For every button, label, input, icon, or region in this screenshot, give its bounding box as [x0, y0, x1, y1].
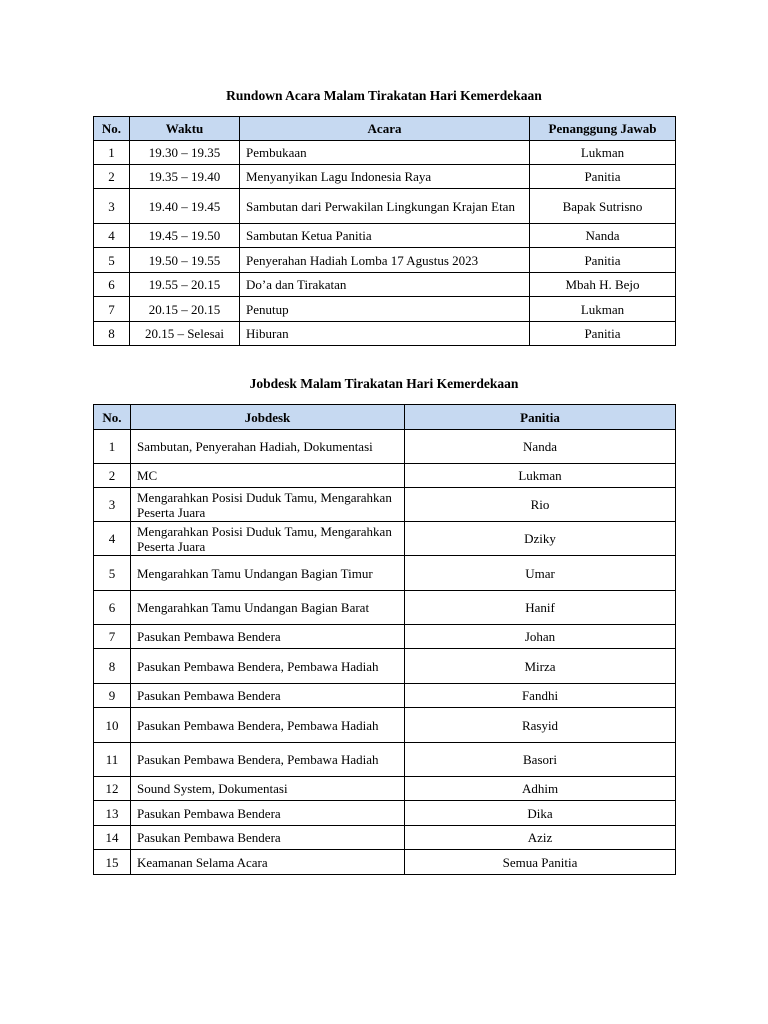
- jobdesk-row: [94, 522, 676, 556]
- rundown-header-no: No.: [94, 117, 130, 141]
- jobdesk-row: [94, 743, 676, 777]
- jobdesk-cell-jobdesk: Mengarahkan Tamu Undangan Bagian Barat: [131, 591, 405, 625]
- rundown-cell-no: 2: [94, 165, 130, 189]
- jobdesk-row: [94, 625, 676, 649]
- jobdesk-cell-jobdesk: Pasukan Pembawa Bendera, Pembawa Hadiah: [131, 743, 405, 777]
- jobdesk-cell-panitia: Lukman: [405, 464, 676, 488]
- jobdesk-cell-panitia: Dziky: [405, 522, 676, 556]
- jobdesk-cell-jobdesk: Pasukan Pembawa Bendera: [131, 625, 405, 649]
- jobdesk-header-no: No.: [94, 405, 131, 430]
- jobdesk-cell-no: 3: [94, 488, 131, 522]
- jobdesk-cell-jobdesk: Mengarahkan Tamu Undangan Bagian Timur: [131, 556, 405, 591]
- rundown-cell-no: 5: [94, 248, 130, 273]
- jobdesk-cell-jobdesk: MC: [131, 464, 405, 488]
- jobdesk-cell-no: 11: [94, 743, 131, 777]
- rundown-cell-waktu: 19.50 – 19.55: [130, 248, 240, 273]
- jobdesk-cell-panitia: Johan: [405, 625, 676, 649]
- rundown-header-acara: Acara: [240, 117, 530, 141]
- rundown-cell-pj: Lukman: [530, 141, 676, 165]
- rundown-cell-acara: Penyerahan Hadiah Lomba 17 Agustus 2023: [240, 248, 530, 273]
- jobdesk-cell-no: 13: [94, 801, 131, 826]
- jobdesk-cell-panitia: Fandhi: [405, 684, 676, 708]
- jobdesk-cell-panitia: Rio: [405, 488, 676, 522]
- jobdesk-row: [94, 777, 676, 801]
- jobdesk-row: [94, 591, 676, 625]
- jobdesk-cell-no: 15: [94, 850, 131, 875]
- rundown-row: [94, 224, 676, 248]
- jobdesk-cell-no: 14: [94, 826, 131, 850]
- rundown-cell-acara: Do’a dan Tirakatan: [240, 273, 530, 297]
- rundown-cell-pj: Lukman: [530, 297, 676, 322]
- jobdesk-table: [93, 404, 676, 875]
- rundown-cell-waktu: 19.30 – 19.35: [130, 141, 240, 165]
- rundown-header-pj: Penanggung Jawab: [530, 117, 676, 141]
- jobdesk-cell-jobdesk: Keamanan Selama Acara: [131, 850, 405, 875]
- jobdesk-cell-no: 5: [94, 556, 131, 591]
- rundown-row: [94, 141, 676, 165]
- jobdesk-cell-panitia: Aziz: [405, 826, 676, 850]
- jobdesk-header-panitia: Panitia: [405, 405, 676, 430]
- rundown-table: [93, 116, 676, 346]
- jobdesk-cell-no: 8: [94, 649, 131, 684]
- jobdesk-cell-no: 4: [94, 522, 131, 556]
- rundown-cell-acara: Sambutan Ketua Panitia: [240, 224, 530, 248]
- rundown-cell-acara: Pembukaan: [240, 141, 530, 165]
- rundown-cell-waktu: 19.45 – 19.50: [130, 224, 240, 248]
- rundown-cell-pj: Mbah H. Bejo: [530, 273, 676, 297]
- rundown-cell-waktu: 19.55 – 20.15: [130, 273, 240, 297]
- jobdesk-cell-panitia: Semua Panitia: [405, 850, 676, 875]
- rundown-cell-no: 6: [94, 273, 130, 297]
- rundown-cell-acara: Hiburan: [240, 322, 530, 346]
- jobdesk-cell-no: 10: [94, 708, 131, 743]
- rundown-cell-no: 7: [94, 297, 130, 322]
- rundown-cell-acara: Menyanyikan Lagu Indonesia Raya: [240, 165, 530, 189]
- jobdesk-title: Jobdesk Malam Tirakatan Hari Kemerdekaan: [249, 376, 519, 391]
- rundown-header-row: [94, 117, 676, 141]
- rundown-cell-pj: Bapak Sutrisno: [530, 189, 676, 224]
- rundown-cell-pj: Panitia: [530, 322, 676, 346]
- rundown-cell-acara: Penutup: [240, 297, 530, 322]
- jobdesk-cell-jobdesk: Mengarahkan Posisi Duduk Tamu, Mengarahkan Peserta Juara: [131, 522, 405, 556]
- rundown-row: [94, 165, 676, 189]
- rundown-row: [94, 273, 676, 297]
- jobdesk-row: [94, 464, 676, 488]
- rundown-cell-pj: Nanda: [530, 224, 676, 248]
- jobdesk-cell-no: 2: [94, 464, 131, 488]
- jobdesk-row: [94, 684, 676, 708]
- jobdesk-cell-no: 6: [94, 591, 131, 625]
- rundown-cell-pj: Panitia: [530, 248, 676, 273]
- jobdesk-cell-no: 7: [94, 625, 131, 649]
- rundown-row: [94, 297, 676, 322]
- jobdesk-cell-panitia: Adhim: [405, 777, 676, 801]
- rundown-header-waktu: Waktu: [130, 117, 240, 141]
- jobdesk-header-jobdesk: Jobdesk: [131, 405, 405, 430]
- rundown-cell-no: 4: [94, 224, 130, 248]
- jobdesk-cell-no: 9: [94, 684, 131, 708]
- rundown-cell-pj: Panitia: [530, 165, 676, 189]
- rundown-row: [94, 248, 676, 273]
- rundown-cell-no: 3: [94, 189, 130, 224]
- jobdesk-row: [94, 708, 676, 743]
- jobdesk-cell-panitia: Rasyid: [405, 708, 676, 743]
- jobdesk-cell-jobdesk: Pasukan Pembawa Bendera, Pembawa Hadiah: [131, 708, 405, 743]
- jobdesk-cell-jobdesk: Sound System, Dokumentasi: [131, 777, 405, 801]
- jobdesk-cell-panitia: Mirza: [405, 649, 676, 684]
- jobdesk-row: [94, 488, 676, 522]
- jobdesk-row: [94, 556, 676, 591]
- jobdesk-cell-panitia: Basori: [405, 743, 676, 777]
- jobdesk-cell-jobdesk: Pasukan Pembawa Bendera, Pembawa Hadiah: [131, 649, 405, 684]
- rundown-row: [94, 189, 676, 224]
- rundown-cell-no: 8: [94, 322, 130, 346]
- jobdesk-row: [94, 649, 676, 684]
- jobdesk-cell-panitia: Dika: [405, 801, 676, 826]
- jobdesk-cell-panitia: Umar: [405, 556, 676, 591]
- rundown-cell-waktu: 19.40 – 19.45: [130, 189, 240, 224]
- jobdesk-header-row: [94, 405, 676, 430]
- jobdesk-cell-panitia: Nanda: [405, 430, 676, 464]
- jobdesk-row: [94, 430, 676, 464]
- jobdesk-cell-jobdesk: Pasukan Pembawa Bendera: [131, 801, 405, 826]
- jobdesk-row: [94, 850, 676, 875]
- rundown-title: Rundown Acara Malam Tirakatan Hari Kemerdekaan: [226, 88, 542, 103]
- rundown-row: [94, 322, 676, 346]
- jobdesk-cell-no: 1: [94, 430, 131, 464]
- jobdesk-row: [94, 826, 676, 850]
- rundown-cell-waktu: 19.35 – 19.40: [130, 165, 240, 189]
- jobdesk-cell-jobdesk: Pasukan Pembawa Bendera: [131, 684, 405, 708]
- jobdesk-row: [94, 801, 676, 826]
- jobdesk-cell-jobdesk: Sambutan, Penyerahan Hadiah, Dokumentasi: [131, 430, 405, 464]
- jobdesk-cell-no: 12: [94, 777, 131, 801]
- jobdesk-cell-panitia: Hanif: [405, 591, 676, 625]
- rundown-cell-acara: Sambutan dari Perwakilan Lingkungan Krajan Etan: [240, 189, 530, 224]
- rundown-cell-waktu: 20.15 – 20.15: [130, 297, 240, 322]
- rundown-cell-no: 1: [94, 141, 130, 165]
- rundown-cell-waktu: 20.15 – Selesai: [130, 322, 240, 346]
- jobdesk-cell-jobdesk: Mengarahkan Posisi Duduk Tamu, Mengarahkan Peserta Juara: [131, 488, 405, 522]
- jobdesk-cell-jobdesk: Pasukan Pembawa Bendera: [131, 826, 405, 850]
